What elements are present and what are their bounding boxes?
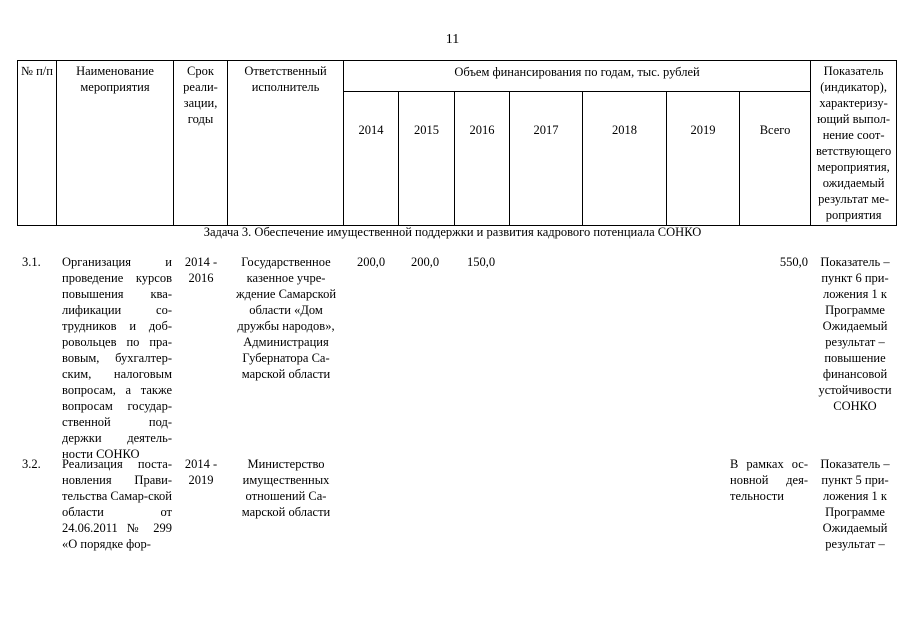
header-year-2014: 2014 [344,92,399,226]
header-year-2018: 2018 [583,92,667,226]
header-year-2015: 2015 [399,92,455,226]
header-year-2019: 2019 [667,92,740,226]
header-num: № п/п [18,61,57,226]
header-year-2017: 2017 [510,92,583,226]
row-num: 3.2. [22,457,41,471]
header-funding: Объем финансирования по годам, тыс. рублей [344,61,811,92]
page-number: 11 [445,32,460,47]
header-name: Наименование мероприятия [57,61,174,226]
row-name: Организация и проведение курсов повышения ква-лификации со-трудников и доб-ровольцев по пра-вовым, бухгалтер-ским, налоговым вопросам, а также вопросам государ-ственной под-держки деятель-ности СОНКО [62,255,172,461]
row-executor: Министерство имущественных отношений Са-марской области [241,457,331,519]
row-value-2014: 200,0 [357,255,386,269]
row-indicator: Показатель – пункт 6 при-ложения 1 к Программе Ожидаемый результат – повышение финансовой устойчивости СОНКО [818,255,892,413]
header-term: Срок реали-зации, годы [174,61,228,226]
header-year-2016: 2016 [455,92,510,226]
row-term: 2014 - 2019 [184,457,218,487]
row-term: 2014 - 2016 [184,255,218,285]
header-executor: Ответственный исполнитель [228,61,344,226]
header-total: Всего [740,92,811,226]
row-total: В рамках ос-новной дея-тельности [730,457,808,503]
row-total: 550,0 [779,255,808,269]
row-executor: Государственное казенное учре-ждение Самарской области «Дом дружбы народов», Администрация Губернатора Са-марской области [235,255,337,381]
table-header [17,60,897,226]
row-value-2016: 150,0 [467,255,496,269]
row-value-2015: 200,0 [411,255,440,269]
header-indicator: Показатель (индикатор), характеризу-ющий выпол-нение соот-ветствующего мероприятия, ожидаемый результат ме-роприятия [811,61,897,226]
task-title: Задача 3. Обеспечение имущественной поддержки и развития кадрового потенциала СОНКО [203,225,702,239]
row-num: 3.1. [22,255,41,269]
row-indicator: Показатель – пункт 5 при-ложения 1 к Программе Ожидаемый результат – [820,457,890,551]
row-name: Реализация поста-новления Прави-тельства Самар-ской области от 24.06.2011 № 299 «О порядке фор- [62,457,172,551]
